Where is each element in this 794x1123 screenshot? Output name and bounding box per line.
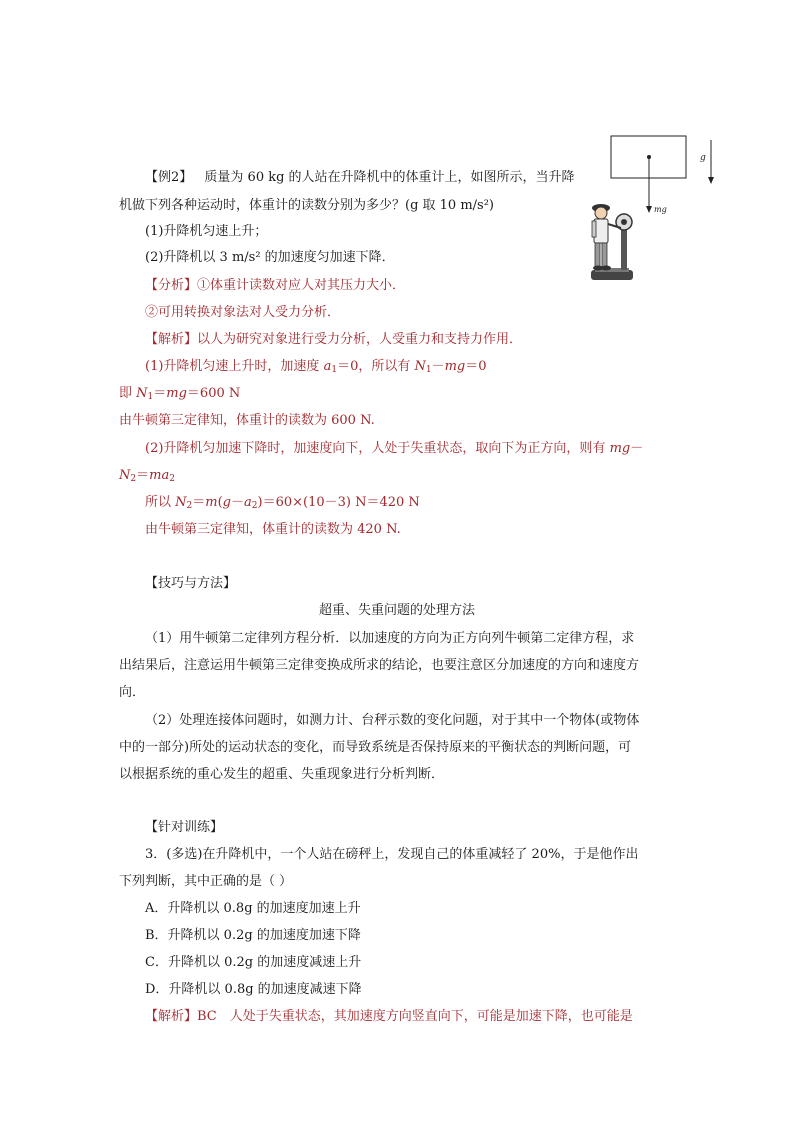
g-arrow-head xyxy=(708,177,714,184)
answer-text: BC 人处于失重状态，其加速度方向竖直向下，可能是加速下降，也可能是 xyxy=(197,1009,633,1024)
var-m: m xyxy=(205,495,218,510)
subscript: 1 xyxy=(425,365,432,375)
subscript: 2 xyxy=(251,501,258,511)
example-tag: 【例2】 xyxy=(145,170,193,185)
text-run: － xyxy=(431,359,445,374)
text-run: ( xyxy=(217,495,223,510)
option-b: B．升降机以 0.2g 的加速度加速下降 xyxy=(145,928,361,943)
skills-p2-line1: （2）处理连接体问题时，如测力计、台秤示数的变化问题，对于其中一个物体(或物体 xyxy=(145,713,640,728)
text-run: ＝0 xyxy=(465,359,487,374)
solution-step-7: 由牛顿第三定律知，体重计的读数为 420 N. xyxy=(145,522,401,537)
text-run: (1)升降机匀速上升时，加速度 xyxy=(145,359,324,374)
skills-heading: 【技巧与方法】 xyxy=(145,576,237,591)
skills-p1-line3: 向． xyxy=(119,685,146,700)
text-run: 即 xyxy=(119,386,137,401)
text-run: ＝ xyxy=(192,495,206,510)
var-mg: mg xyxy=(609,441,631,456)
example-text-1: 质量为 60 kg 的人站在升降机中的体重计上，如图所示，当升降 xyxy=(204,170,575,185)
var-g: g xyxy=(222,495,231,510)
solution-intro: 以人为研究对象进行受力分析，人受重力和支持力作用． xyxy=(197,332,523,347)
text-run: ＝0，所以有 xyxy=(337,359,415,374)
subscript: 1 xyxy=(147,392,154,402)
analysis-line-1 xyxy=(145,276,405,296)
solution-step-1 xyxy=(145,357,487,377)
solution-step-3: 由牛顿第三定律知，体重计的读数为 600 N. xyxy=(119,413,375,428)
text-run: ＝ xyxy=(153,386,167,401)
person-on-scale-illustration xyxy=(583,198,643,288)
skills-p2-line2: 中的一部分)所处的运动状态的变化，而导致系统是否保持原来的平衡状态的判断问题，可 xyxy=(119,740,632,755)
option-a: A．升降机以 0.8g 的加速度加速上升 xyxy=(145,901,361,916)
analysis-tag: 【分析】 xyxy=(145,278,198,293)
solution-step-6 xyxy=(145,493,420,513)
text-run: (2)升降机匀加速下降时，加速度向下，人处于失重状态，取向下为正方向，则有 xyxy=(145,441,610,456)
skills-p2-line3: 以根据系统的重心发生的超重、失重现象进行分析判断． xyxy=(119,767,445,782)
solution-tag: 【解析】 xyxy=(145,332,198,347)
subscript: 1 xyxy=(331,365,338,375)
solution-step-5 xyxy=(119,466,175,486)
training-question-line1: 3．(多选)在升降机中，一个人站在磅秤上，发现自己的体重减轻了 20%，于是他作出 xyxy=(145,847,639,862)
text-run: )＝60×(10－3) N＝420 N xyxy=(257,495,420,510)
var-mg: mg xyxy=(444,359,466,374)
training-question-line2: 下列判断，其中正确的是（ ） xyxy=(119,874,293,889)
training-heading: 【针对训练】 xyxy=(145,820,224,835)
subscript: 2 xyxy=(130,474,137,484)
example-line-2: 机做下列各种运动时，体重计的读数分别为多少？(g 取 10 m/s²) xyxy=(119,198,494,213)
analysis-point-1: ①体重计读数对应人对其压力大小． xyxy=(197,278,406,293)
var-a: a xyxy=(244,495,252,510)
training-answer xyxy=(145,1007,633,1027)
var-ma: ma xyxy=(149,468,170,483)
g-label: g xyxy=(700,153,706,163)
subscript: 2 xyxy=(186,501,193,511)
skills-p1-line2: 出结果后，注意运用牛顿第三定律变换成所求的结论，也要注意区分加速度的方向和速度方 xyxy=(119,658,640,673)
text-run: ＝ xyxy=(136,468,150,483)
var-a: a xyxy=(323,359,332,374)
solution-step-4 xyxy=(145,439,643,459)
mg-arrow-head xyxy=(646,206,652,213)
text-run: － xyxy=(630,441,644,456)
analysis-point-2: ②可用转换对象法对人受力分析． xyxy=(145,305,341,320)
skills-title: 超重、失重问题的处理方法 xyxy=(318,603,475,618)
text-run: － xyxy=(231,495,245,510)
subscript: 2 xyxy=(169,474,175,484)
answer-tag: 【解析】 xyxy=(145,1009,198,1024)
var-N: N xyxy=(119,468,131,483)
example-line-1 xyxy=(145,168,575,188)
option-c: C．升降机以 0.2g 的加速度减速上升 xyxy=(145,955,362,970)
text-run: 所以 xyxy=(145,495,176,510)
mg-label: mg xyxy=(654,205,667,214)
var-N: N xyxy=(175,495,187,510)
skills-p1-line1: （1）用牛顿第二定律列方程分析．以加速度的方向为正方向列牛顿第二定律方程，求 xyxy=(145,631,635,646)
var-mg: mg xyxy=(166,386,187,401)
text-run: ＝600 N xyxy=(186,386,241,401)
var-N: N xyxy=(136,386,148,401)
question-2: (2)升降机以 3 m/s² 的加速度匀加速下降． xyxy=(145,250,395,265)
solution-intro-line xyxy=(145,330,522,350)
var-N: N xyxy=(414,359,426,374)
question-1: (1)升降机匀速上升； xyxy=(145,224,268,239)
option-d: D．升降机以 0.8g 的加速度减速下降 xyxy=(145,982,362,997)
solution-step-2 xyxy=(119,384,240,404)
